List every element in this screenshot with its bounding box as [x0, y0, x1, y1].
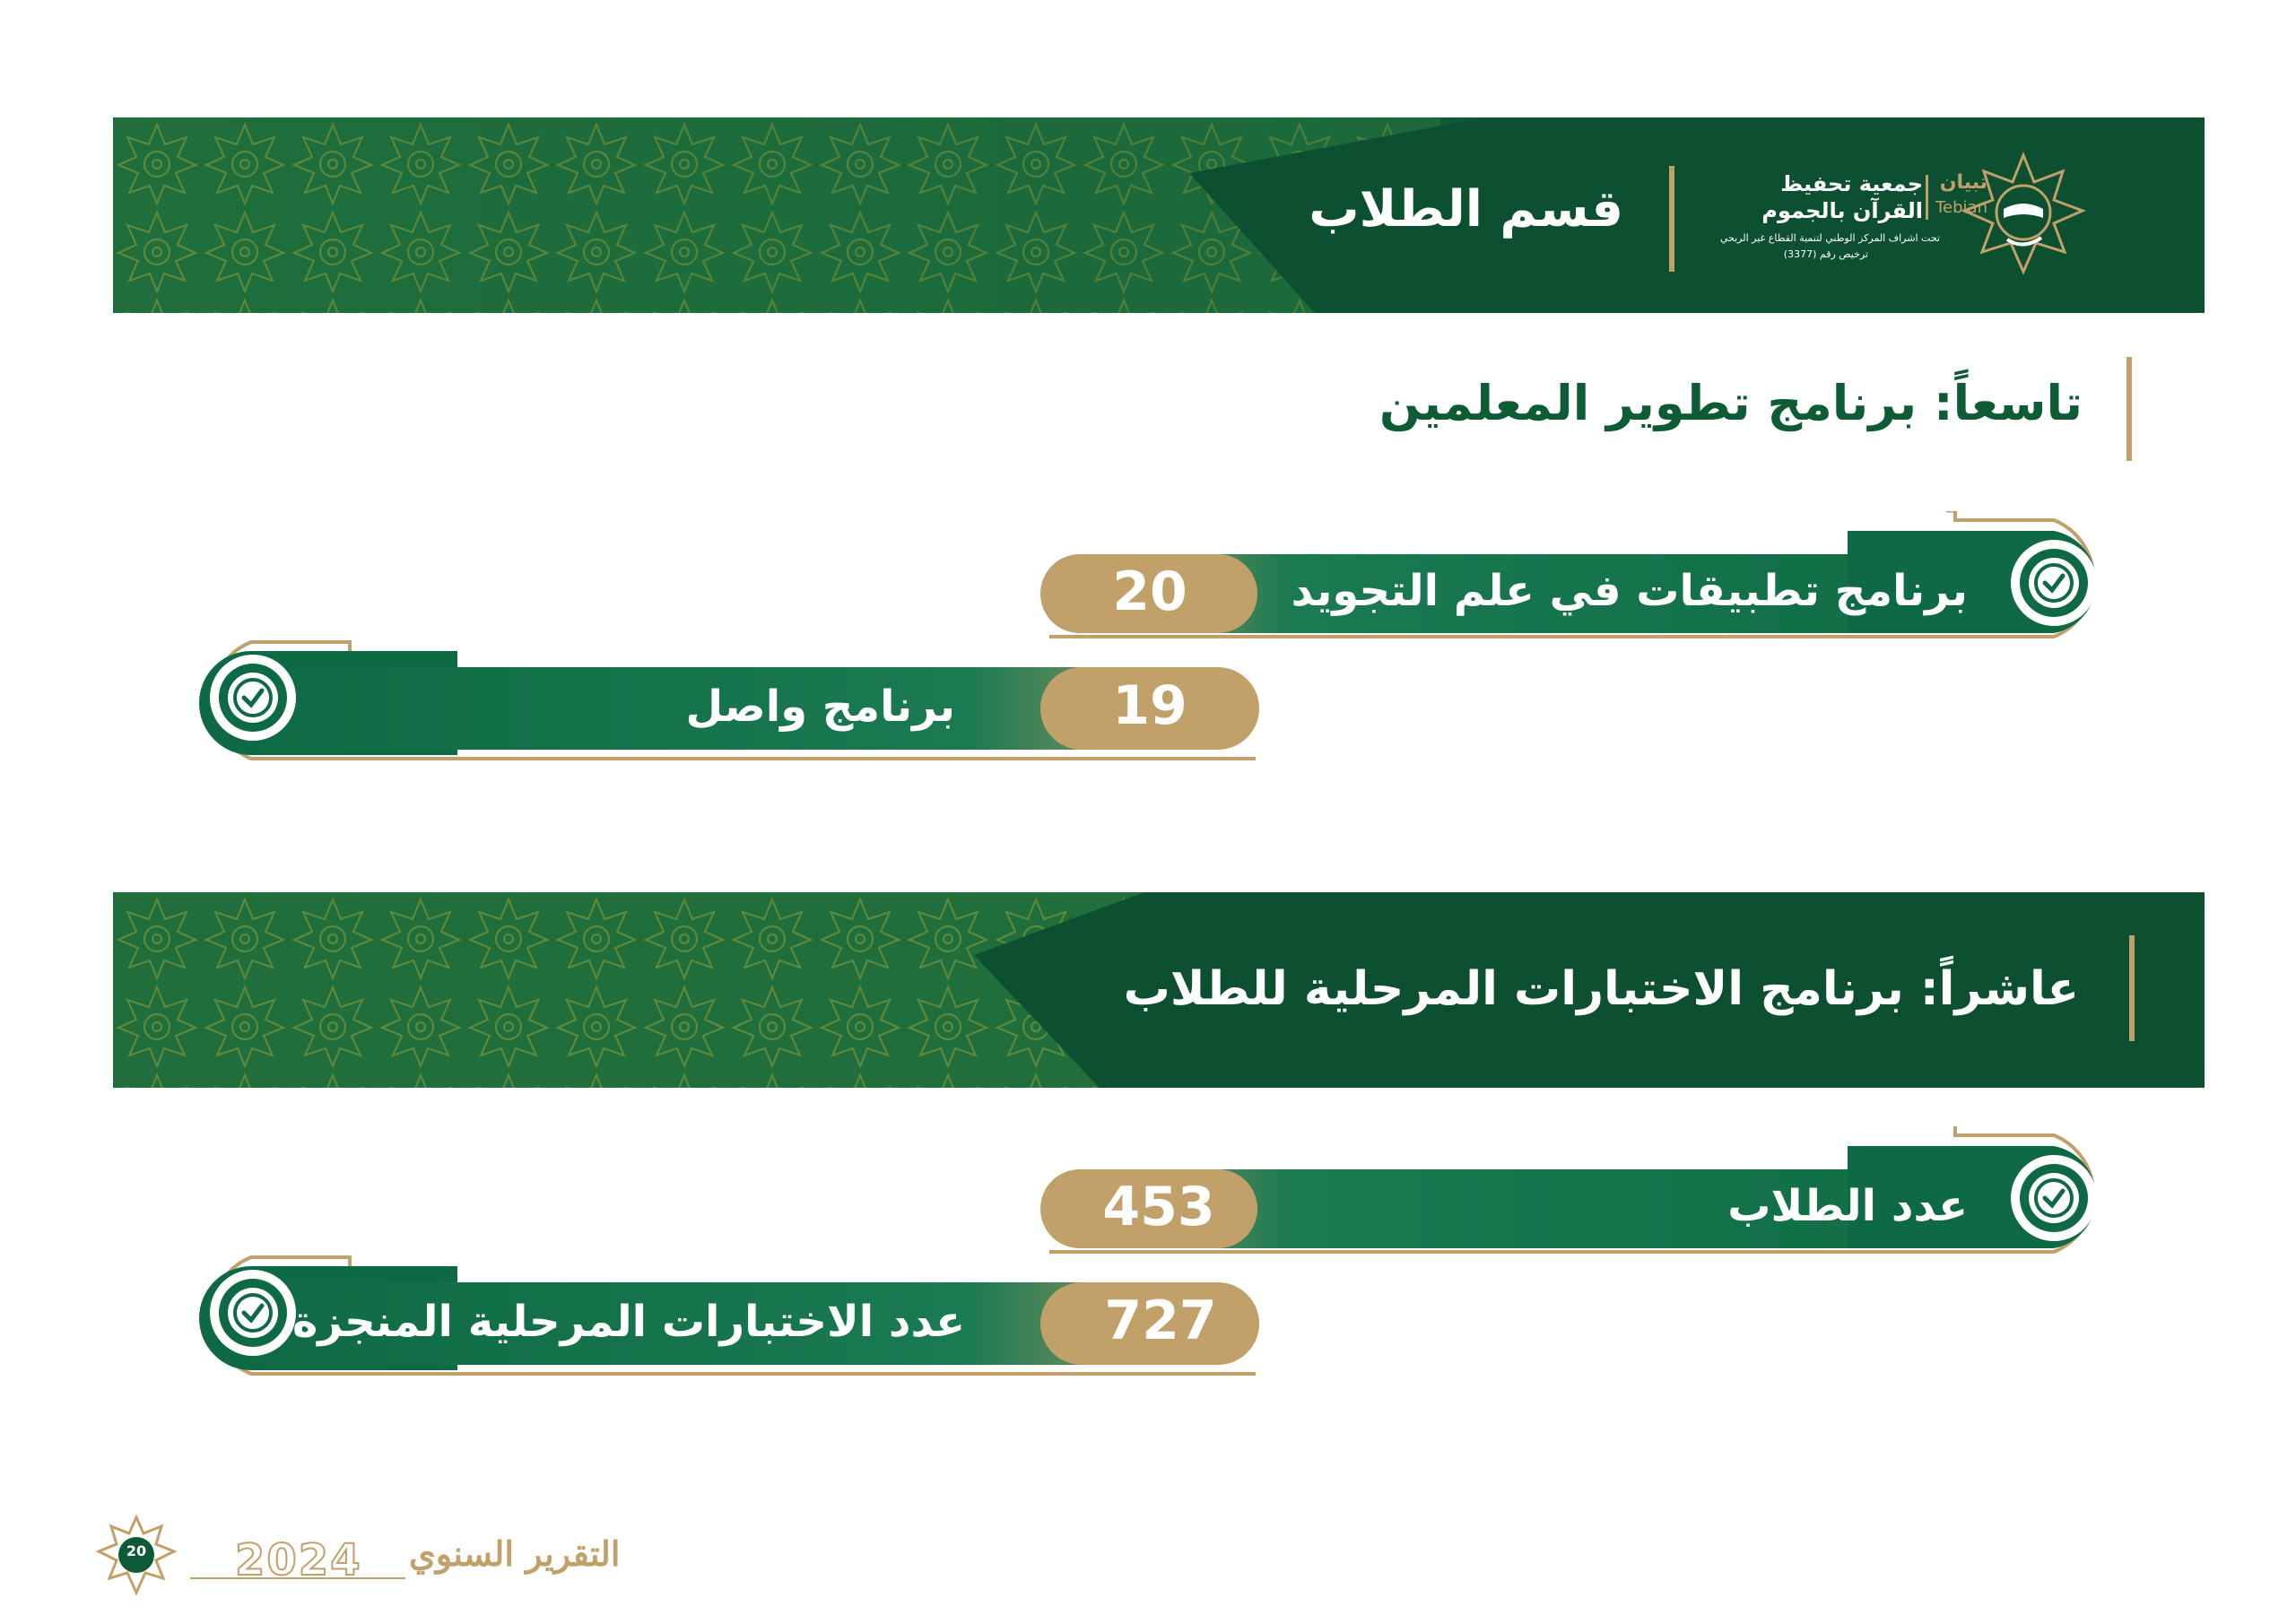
- license-text: ترخيص رقم (3377): [1783, 248, 1868, 260]
- header-banner: [113, 117, 2205, 313]
- org-name-line1: جمعية تحفيظ: [1780, 171, 1923, 196]
- section10-item-2-label: عدد الاختبارات المرحلية المنجزة: [291, 1297, 965, 1347]
- footer-report-name: التقرير السنوي: [409, 1533, 621, 1574]
- section9-item-1-label: برنامج تطبيقات في علم التجويد: [1291, 566, 1968, 616]
- section9-marker: [2126, 357, 2132, 461]
- section9-title: تاسعاً: برنامج تطوير المعلمين: [1378, 375, 2083, 431]
- footer-page-number: 20: [126, 1542, 147, 1559]
- section10-marker: [2129, 935, 2135, 1041]
- supervision-text: تحت اشراف المركز الوطني لتنمية القطاع غير الربحي: [1719, 232, 1940, 244]
- section10-title: عاشراً: برنامج الاختبارات المرحلية للطلاب: [1123, 962, 2079, 1016]
- header-divider: [1669, 166, 1674, 272]
- section9-item-1-value: 20: [1112, 560, 1187, 623]
- section10-item-1-value: 453: [1102, 1176, 1215, 1238]
- section10-item-1-label: عدد الطلاب: [1727, 1181, 1968, 1231]
- tebian-logo: [1961, 152, 2086, 277]
- section9-item-2-value: 19: [1112, 674, 1187, 737]
- org-name-line2: القرآن بالجموم: [1761, 198, 1923, 223]
- page-title: قسم الطلاب: [1309, 180, 1623, 239]
- section10-banner: [113, 892, 2205, 1088]
- org-name: [1718, 171, 1987, 234]
- brand-divider: [1926, 175, 1928, 220]
- brand-english: Tebian: [1935, 198, 1987, 217]
- section10-item-2-value: 727: [1104, 1290, 1217, 1352]
- footer-year: 2024: [235, 1535, 362, 1585]
- section9-item-2-label: برنامج واصل: [685, 682, 955, 732]
- brand-arabic: تبيان: [1939, 171, 1987, 194]
